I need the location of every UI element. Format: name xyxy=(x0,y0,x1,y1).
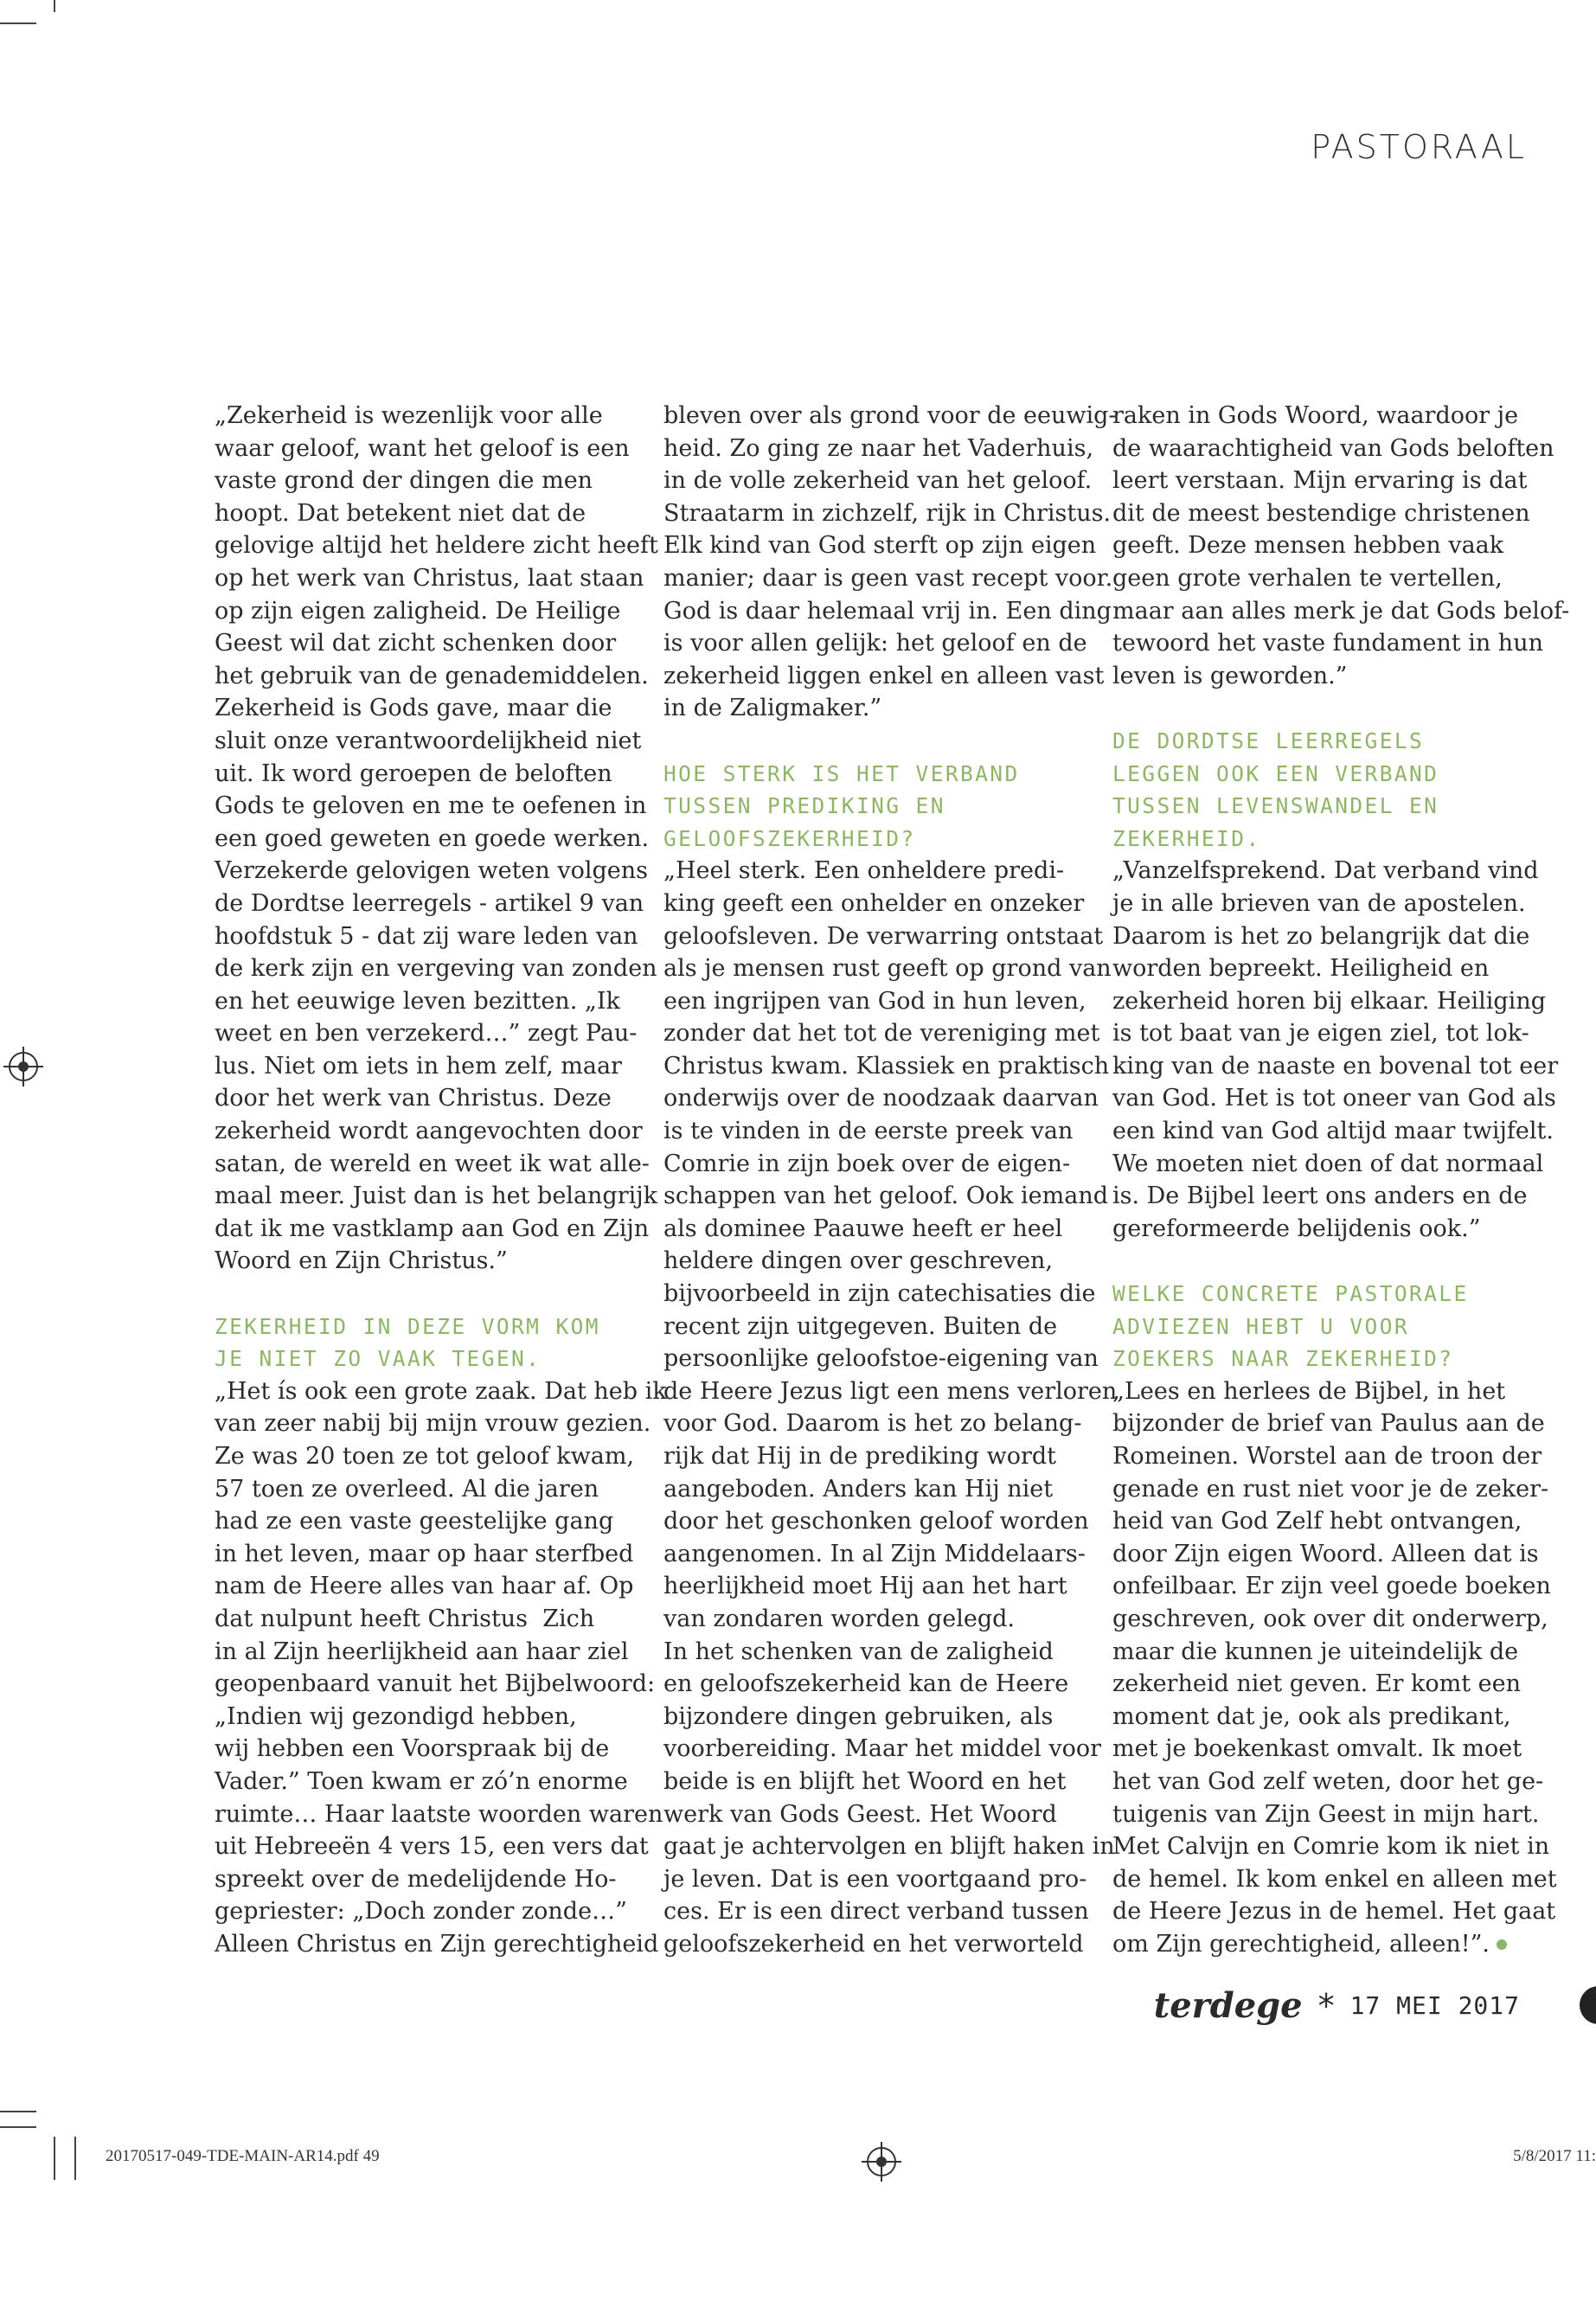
text-line: „Lees en herlees de Bijbel, in het xyxy=(1112,1377,1506,1405)
heading-line: ZEKERHEID IN DEZE VORM KOM xyxy=(215,1313,600,1339)
text-line: genade en rust niet voor je de zeker- xyxy=(1112,1475,1549,1503)
text-line: bijzonder de brief van Paulus aan de xyxy=(1112,1410,1545,1438)
text-line: tewoord het vaste fundament in hun xyxy=(1112,630,1543,657)
text-line: 57 toen ze overleed. Al die jaren xyxy=(215,1475,599,1503)
text-line: aangeboden. Anders kan Hij niet xyxy=(663,1475,1054,1503)
paragraph-block xyxy=(663,400,1117,725)
registration-mark-left xyxy=(9,1052,38,1081)
text-line: het gebruik van de genademiddelen. xyxy=(215,662,649,689)
text-line: zonder dat het tot de vereniging met xyxy=(663,1020,1100,1048)
heading-line: DE DORDTSE LEERREGELS xyxy=(1112,727,1425,753)
issue-date: 17 MEI 2017 xyxy=(1349,1991,1520,2020)
interview-question-heading xyxy=(215,1311,647,1375)
article-column-3 xyxy=(1112,400,1570,1961)
text-line: Elk kind van God sterft op zijn eigen xyxy=(663,532,1097,560)
heading-line: GELOOFSZEKERHEID? xyxy=(663,825,916,851)
text-line: ces. Er is een direct verband tussen xyxy=(663,1898,1089,1926)
text-line: in de Zaligmaker.” xyxy=(663,695,882,722)
text-line: recent zijn uitgegeven. Buiten de xyxy=(663,1312,1058,1340)
text-line: het van God zelf weten, door het ge- xyxy=(1112,1767,1544,1795)
text-line: een ingrijpen van God in hun leven, xyxy=(663,987,1086,1015)
text-line: hoofdstuk 5 - dat zij ware leden van xyxy=(215,922,638,950)
section-label: PASTORAAL xyxy=(1311,128,1527,166)
text-line: zekerheid horen bij elkaar. Heiliging xyxy=(1112,987,1546,1015)
interview-question-heading xyxy=(1112,1278,1545,1375)
text-line: Comrie in zijn boek over de eigen- xyxy=(663,1150,1071,1177)
text-line: heid. Zo ging ze naar het Vaderhuis, xyxy=(663,434,1094,462)
text-line: Ze was 20 toen ze tot geloof kwam, xyxy=(215,1443,635,1470)
text-line: „Heel sterk. Een onheldere predi- xyxy=(663,857,1065,885)
text-line: zekerheid wordt aangevochten door xyxy=(215,1118,643,1145)
heading-line: TUSSEN PREDIKING EN xyxy=(663,793,945,819)
trim-mark-top-left-h xyxy=(0,22,36,24)
text-line: waar geloof, want het geloof is een xyxy=(215,434,630,462)
heading-line: TUSSEN LEVENSWANDEL EN xyxy=(1112,793,1439,819)
text-line: Geest wil dat zicht schenken door xyxy=(215,630,617,657)
text-line: om Zijn gerechtigheid, alleen!”. xyxy=(1112,1928,1545,1961)
text-line: worden bepreekt. Heiligheid en xyxy=(1112,955,1490,983)
text-line: van zondaren worden gelegd. xyxy=(663,1605,1015,1632)
text-line: door het geschonken geloof worden xyxy=(663,1508,1089,1535)
text-line: Straatarm in zichzelf, rijk in Christus. xyxy=(663,499,1112,527)
heading-line: ZEKERHEID. xyxy=(1112,825,1261,851)
text-line: van zeer nabij bij mijn vrouw gezien. xyxy=(215,1410,651,1438)
text-line: in de volle zekerheid van het geloof. xyxy=(663,467,1093,495)
text-line: sluit onze verantwoordelijkheid niet xyxy=(215,727,642,754)
text-line: je leven. Dat is een voortgaand pro- xyxy=(663,1865,1087,1893)
text-line: geopenbaard vanuit het Bijbelwoord: xyxy=(215,1670,656,1698)
text-line: maar die kunnen je uiteindelijk de xyxy=(1112,1638,1519,1665)
text-line: Woord en Zijn Christus.” xyxy=(215,1247,508,1275)
interview-question-heading xyxy=(663,758,1096,856)
text-line: In het schenken van de zaligheid xyxy=(663,1638,1054,1665)
text-line: je in alle brieven van de apostelen. xyxy=(1112,889,1526,917)
text-line: heerlijkheid moet Hij aan het hart xyxy=(663,1573,1067,1600)
text-line: ruimte… Haar laatste woorden waren xyxy=(215,1800,663,1828)
magazine-logo: terdege xyxy=(1153,1985,1303,2026)
text-line: rijk dat Hij in de prediking wordt xyxy=(663,1443,1057,1470)
text-line: werk van Gods Geest. Het Woord xyxy=(663,1800,1057,1828)
text-line: onderwijs over de noodzaak daarvan xyxy=(663,1085,1099,1112)
text-line: maal meer. Juist dan is het belangrijk xyxy=(215,1183,657,1210)
text-line: en geloofszekerheid kan de Heere xyxy=(663,1670,1069,1698)
text-line: in al Zijn heerlijkheid aan haar ziel xyxy=(215,1638,629,1665)
text-line: de Heere Jezus ligt een mens verloren xyxy=(663,1377,1118,1405)
paragraph-block xyxy=(215,1375,667,1961)
text-line: door Zijn eigen Woord. Alleen dat is xyxy=(1112,1540,1539,1567)
trim-mark-bottom-left-v xyxy=(54,2137,55,2180)
text-line: bleven over als grond voor de eeuwig- xyxy=(663,402,1117,429)
heading-line: ADVIEZEN HEBT U VOOR xyxy=(1112,1313,1410,1339)
text-line: is voor allen gelijk: het geloof en de xyxy=(663,630,1087,657)
text-line: leert verstaan. Mijn ervaring is dat xyxy=(1112,467,1528,495)
heading-line: LEGGEN OOK EEN VERBAND xyxy=(1112,760,1439,786)
text-line: Daarom is het zo belangrijk dat die xyxy=(1112,922,1530,950)
text-line: wij hebben een Voorspraak bij de xyxy=(215,1735,610,1763)
text-line: en het eeuwige leven bezitten. „Ik xyxy=(215,987,620,1015)
text-line: manier; daar is geen vast recept voor. xyxy=(663,564,1113,592)
text-line: lus. Niet om iets in hem zelf, maar xyxy=(215,1052,622,1080)
text-line: met je boekenkast omvalt. Ik moet xyxy=(1112,1735,1522,1763)
text-line: bijzondere dingen gebruiken, als xyxy=(663,1702,1054,1730)
text-line: dat nulpunt heeft Christus Zich xyxy=(215,1605,595,1632)
text-line: Met Calvijn en Comrie kom ik niet in xyxy=(1112,1833,1550,1861)
text-line: door het werk van Christus. Deze xyxy=(215,1085,612,1112)
text-line: onfeilbaar. Er zijn veel goede boeken xyxy=(1112,1573,1551,1600)
text-line: king geeft een onhelder en onzeker xyxy=(663,889,1085,917)
text-line: voorbereiding. Maar het middel voor xyxy=(663,1735,1102,1763)
paragraph-block xyxy=(1112,855,1559,1245)
paragraph-block xyxy=(663,855,1118,1960)
text-line: een kind van God altijd maar twijfelt. xyxy=(1112,1118,1554,1145)
text-line: een goed geweten en goede werken. xyxy=(215,824,650,852)
text-line: bijvoorbeeld in zijn catechisaties die xyxy=(663,1280,1096,1308)
heading-line: WELKE CONCRETE PASTORALE xyxy=(1112,1281,1469,1307)
trim-mark-bottom-left-h xyxy=(0,2111,36,2112)
text-line: de kerk zijn en vergeving van zonden xyxy=(215,955,657,983)
text-line: persoonlijke geloofstoe-eigening van xyxy=(663,1345,1099,1373)
text-line: We moeten niet doen of dat normaal xyxy=(1112,1150,1544,1177)
text-line: uit Hebreeën 4 vers 15, een vers dat xyxy=(215,1833,649,1861)
text-line: op het werk van Christus, laat staan xyxy=(215,564,644,592)
end-of-article-dot xyxy=(1497,1939,1507,1950)
text-line: Christus kwam. Klassiek en praktisch xyxy=(663,1052,1110,1080)
text-line: had ze een vaste geestelijke gang xyxy=(215,1508,614,1535)
trim-mark-top-left-v xyxy=(54,0,55,12)
text-line: de Dordtse leerregels - artikel 9 van xyxy=(215,889,644,917)
text-line: gaat je achtervolgen en blijft haken in xyxy=(663,1833,1115,1861)
text-line: geloofsleven. De verwarring ontstaat xyxy=(663,922,1104,950)
text-line: is. De Bijbel leert ons anders en de xyxy=(1112,1183,1528,1210)
text-line: is te vinden in de eerste preek van xyxy=(663,1118,1074,1145)
registration-mark-bottom xyxy=(867,2147,896,2176)
heading-line: JE NIET ZO VAAK TEGEN. xyxy=(215,1346,542,1372)
text-line: moment dat je, ook als predikant, xyxy=(1112,1702,1511,1730)
text-line: vaste grond der dingen die men xyxy=(215,467,593,495)
text-line: „Het ís ook een grote zaak. Dat heb ik xyxy=(215,1377,667,1405)
separator-star: * xyxy=(1317,1986,1335,2025)
text-line: Verzekerde gelovigen weten volgens xyxy=(215,857,649,885)
interview-question-heading xyxy=(1112,725,1545,855)
text-line: God is daar helemaal vrij in. Een ding xyxy=(663,597,1112,625)
text-line: als je mensen rust geeft op grond van xyxy=(663,955,1112,983)
page-footer xyxy=(1154,1985,1520,2026)
text-line: „Zekerheid is wezenlijk voor alle xyxy=(215,402,603,429)
heading-line: HOE STERK IS HET VERBAND xyxy=(663,760,1020,786)
text-line: Vader.” Toen kwam er zó’n enorme xyxy=(215,1767,628,1795)
text-line: geen grote verhalen te vertellen, xyxy=(1112,564,1503,592)
text-line: Gods te geloven en me te oefenen in xyxy=(215,792,647,820)
text-line: zekerheid niet geven. Er komt een xyxy=(1112,1670,1521,1698)
text-line: beide is en blijft het Woord en het xyxy=(663,1767,1067,1795)
text-line: aangenomen. In al Zijn Middelaars- xyxy=(663,1540,1086,1567)
text-line: spreekt over de medelijdende Ho- xyxy=(215,1865,617,1893)
trim-mark-bottom-left-v2 xyxy=(74,2137,76,2180)
article-column-2 xyxy=(663,400,1118,1961)
text-line: satan, de wereld en weet ik wat alle- xyxy=(215,1150,650,1177)
text-line: Alleen Christus en Zijn gerechtigheid xyxy=(215,1930,659,1958)
text-line: nam de Heere alles van haar af. Op xyxy=(215,1573,634,1600)
text-line: geloofszekerheid en het verworteld xyxy=(663,1930,1084,1958)
text-line: raken in Gods Woord, waardoor je xyxy=(1112,402,1519,429)
text-line: dat ik me vastklamp aan God en Zijn xyxy=(215,1215,650,1242)
text-line: gereformeerde belijdenis ook.” xyxy=(1112,1215,1481,1242)
text-line: gepriester: „Doch zonder zonde…” xyxy=(215,1898,627,1926)
text-line: van God. Het is tot oneer van God als xyxy=(1112,1085,1556,1112)
text-line: leven is geworden.” xyxy=(1112,662,1348,689)
text-line: de Heere Jezus in de hemel. Het gaat xyxy=(1112,1898,1556,1926)
paragraph-block-final xyxy=(1112,1375,1557,1961)
text-line: geschreven, ook over dit onderwerp, xyxy=(1112,1605,1548,1632)
text-line: Romeinen. Worstel aan de troon der xyxy=(1112,1443,1542,1470)
text-line: gelovige altijd het heldere zicht heeft xyxy=(215,532,658,560)
text-line: geeft. Deze mensen hebben vaak xyxy=(1112,532,1504,560)
text-line: is tot baat van je eigen ziel, tot lok- xyxy=(1112,1020,1529,1048)
text-line: tuigenis van Zijn Geest in mijn hart. xyxy=(1112,1800,1540,1828)
text-line: schappen van het geloof. Ook iemand xyxy=(663,1183,1109,1210)
text-line: hoopt. Dat betekent niet dat de xyxy=(215,499,586,527)
page-number-tab xyxy=(1580,1986,1596,2024)
heading-line: ZOEKERS NAAR ZEKERHEID? xyxy=(1112,1346,1454,1372)
text-line: king van de naaste en bovenal tot eer xyxy=(1112,1052,1559,1080)
text-line: Zekerheid is Gods gave, maar die xyxy=(215,695,612,722)
text-line: heid van God Zelf hebt ontvangen, xyxy=(1112,1508,1522,1535)
text-line: maar aan alles merk je dat Gods belof- xyxy=(1112,597,1570,625)
text-line: „Indien wij gezondigd hebben, xyxy=(215,1702,577,1730)
print-file-slug: 20170517-049-TDE-MAIN-AR14.pdf 49 xyxy=(106,2147,380,2165)
text-line: weet en ben verzekerd…” zegt Pau- xyxy=(215,1020,638,1048)
text-line: voor God. Daarom is het zo belang- xyxy=(663,1410,1082,1438)
article-column-1 xyxy=(215,400,667,1961)
paragraph-block xyxy=(215,400,658,1278)
text-line: op zijn eigen zaligheid. De Heilige xyxy=(215,597,621,625)
text-line: in het leven, maar op haar sterfbed xyxy=(215,1540,634,1567)
text-line: als dominee Paauwe heeft er heel xyxy=(663,1215,1063,1242)
text-line: uit. Ik word geroepen de beloften xyxy=(215,760,612,787)
paragraph-block xyxy=(1112,400,1570,692)
trim-mark-bottom-left-h2 xyxy=(0,2126,36,2128)
text-line: de hemel. Ik kom enkel en alleen met xyxy=(1112,1865,1557,1893)
text-line: „Vanzelfsprekend. Dat verband vind xyxy=(1112,857,1539,885)
text-line: zekerheid liggen enkel en alleen vast xyxy=(663,662,1105,689)
text-line: dit de meest bestendige christenen xyxy=(1112,499,1530,527)
text-line: heldere dingen over geschreven, xyxy=(663,1247,1053,1275)
print-timestamp: 5/8/2017 11: xyxy=(1513,2147,1596,2165)
text-line: de waarachtigheid van Gods beloften xyxy=(1112,434,1554,462)
